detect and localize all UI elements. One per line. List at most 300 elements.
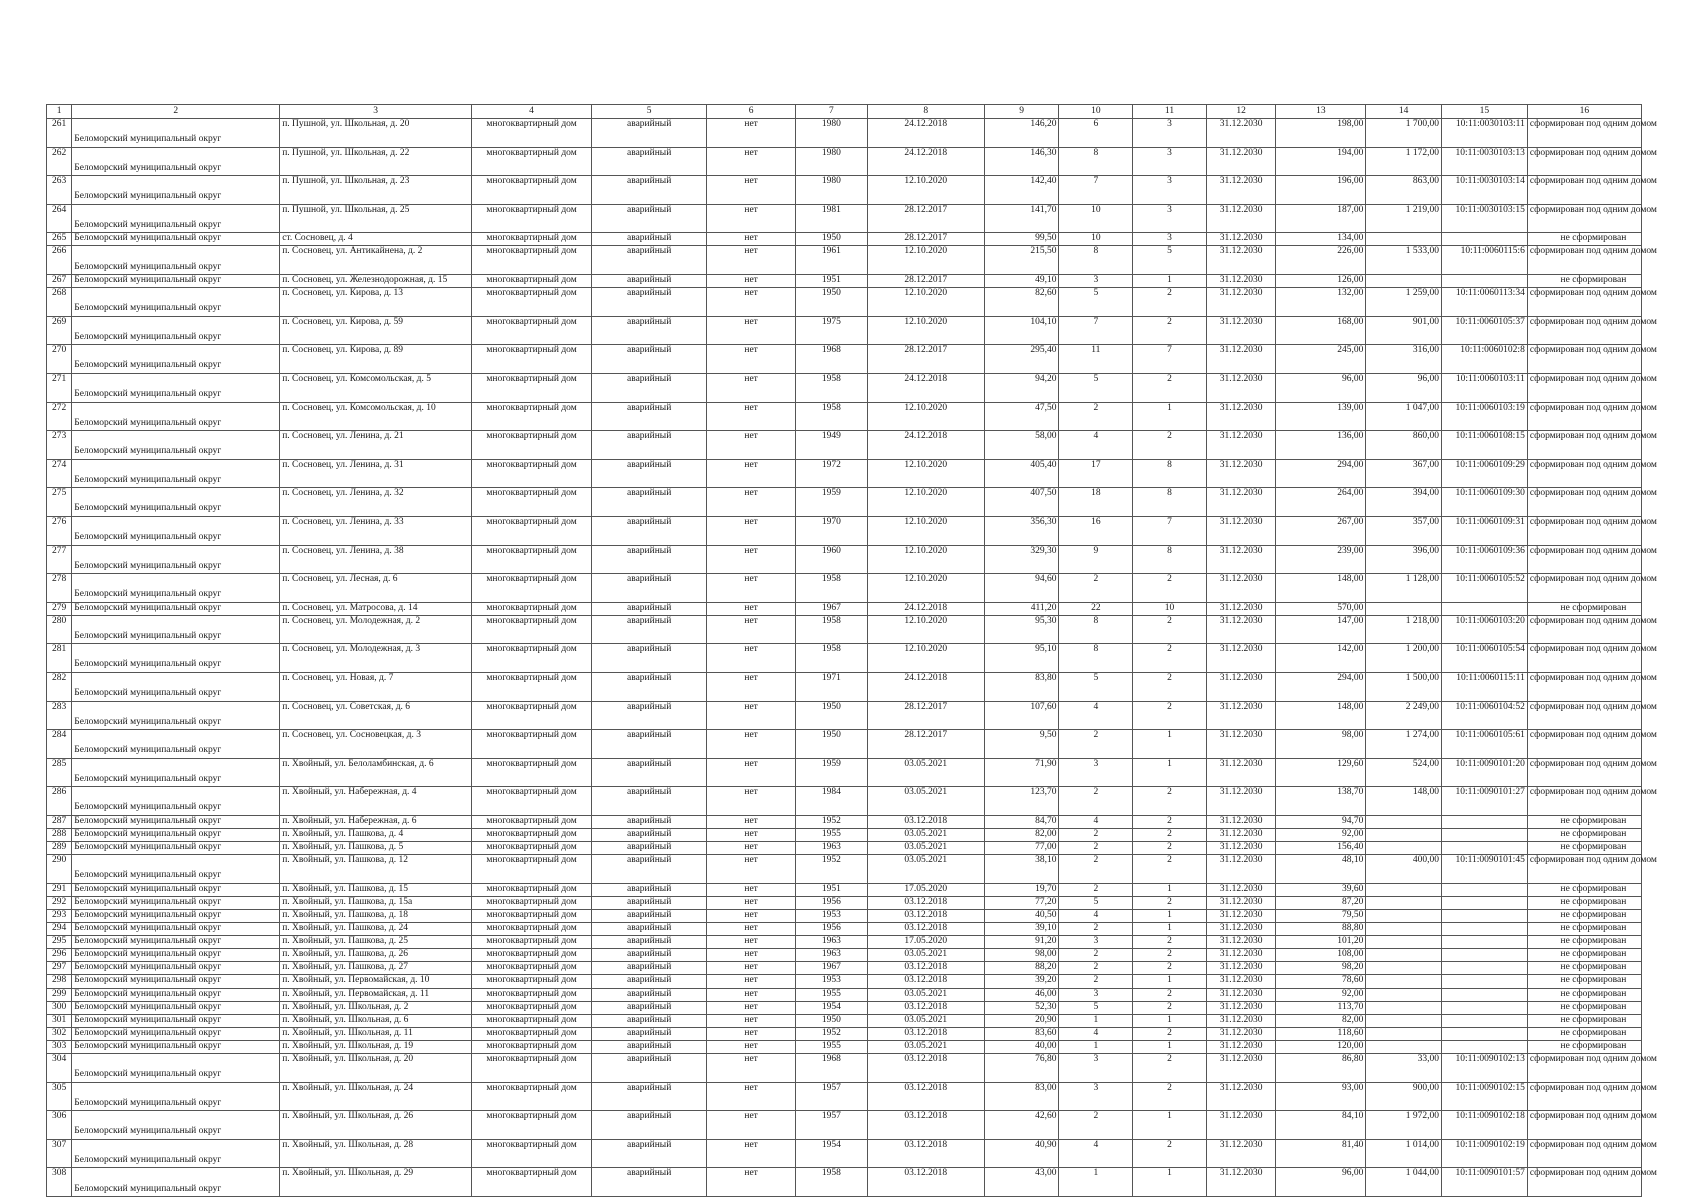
deadline-cell: 31.12.2030 bbox=[1206, 431, 1276, 460]
cadastral-number-cell bbox=[1442, 988, 1528, 1001]
condition-cell: аварийный bbox=[592, 730, 707, 759]
land-area-cell: 1 274,00 bbox=[1366, 730, 1442, 759]
house-type-cell: многоквартирный дом bbox=[471, 1040, 591, 1053]
area-cell: 9,50 bbox=[984, 730, 1059, 759]
residents-cell: 3 bbox=[1059, 936, 1133, 949]
area-cell: 76,80 bbox=[984, 1054, 1059, 1083]
address-cell: п. Сосновец, ул. Лесная, д. 6 bbox=[280, 574, 472, 603]
cadastral-number-cell: 10:11:0090101:45 bbox=[1442, 855, 1528, 884]
house-type-cell: многоквартирный дом bbox=[471, 1001, 591, 1014]
condition-cell: аварийный bbox=[592, 896, 707, 909]
col-6-cell: нет bbox=[707, 1139, 796, 1168]
residents-cell: 5 bbox=[1059, 373, 1133, 402]
col-13-cell: 81,40 bbox=[1276, 1139, 1366, 1168]
col-6-cell: нет bbox=[707, 883, 796, 896]
row-number: 307 bbox=[47, 1139, 72, 1168]
table-row bbox=[47, 975, 1642, 988]
residents-cell: 10 bbox=[1059, 233, 1133, 246]
col-13-cell: 139,00 bbox=[1276, 402, 1366, 431]
year-cell: 1970 bbox=[796, 516, 868, 545]
cadastral-number-cell: 10:11:0060103:11 bbox=[1442, 373, 1528, 402]
table-row bbox=[47, 1040, 1642, 1053]
cadastral-number-cell: 10:11:0060109:31 bbox=[1442, 516, 1528, 545]
year-cell: 1958 bbox=[796, 615, 868, 644]
row-number: 262 bbox=[47, 147, 72, 176]
table-row bbox=[47, 246, 1642, 275]
land-status-cell: не сформирован bbox=[1527, 883, 1641, 896]
apartments-cell: 3 bbox=[1133, 176, 1207, 205]
apartments-cell: 1 bbox=[1133, 883, 1207, 896]
land-area-cell: 96,00 bbox=[1366, 373, 1442, 402]
land-area-cell: 863,00 bbox=[1366, 176, 1442, 205]
date-cell: 03.05.2021 bbox=[867, 842, 984, 855]
residents-cell: 2 bbox=[1059, 962, 1133, 975]
house-type-cell: многоквартирный дом bbox=[471, 233, 591, 246]
year-cell: 1953 bbox=[796, 910, 868, 923]
row-number: 288 bbox=[47, 829, 72, 842]
date-cell: 12.10.2020 bbox=[867, 402, 984, 431]
house-type-cell: многоквартирный дом bbox=[471, 1054, 591, 1083]
land-area-cell: 1 128,00 bbox=[1366, 574, 1442, 603]
condition-cell: аварийный bbox=[592, 988, 707, 1001]
residents-cell: 1 bbox=[1059, 1014, 1133, 1027]
col-6-cell: нет bbox=[707, 288, 796, 317]
cadastral-number-cell: 10:11:0060105:61 bbox=[1442, 730, 1528, 759]
row-number: 305 bbox=[47, 1082, 72, 1111]
land-status-cell: сформирован под одним домом bbox=[1527, 787, 1641, 816]
area-cell: 38,10 bbox=[984, 855, 1059, 884]
municipality-cell: Беломорский муниципальный округ bbox=[72, 275, 280, 288]
apartments-cell: 2 bbox=[1133, 829, 1207, 842]
residents-cell: 4 bbox=[1059, 431, 1133, 460]
house-type-cell: многоквартирный дом bbox=[471, 615, 591, 644]
table-row bbox=[47, 855, 1642, 884]
address-cell: п. Хвойный, ул. Пашкова, д. 12 bbox=[280, 855, 472, 884]
table-row bbox=[47, 345, 1642, 374]
land-area-cell: 396,00 bbox=[1366, 545, 1442, 574]
deadline-cell: 31.12.2030 bbox=[1206, 730, 1276, 759]
municipality-cell: Беломорский муниципальный округ bbox=[72, 545, 280, 574]
apartments-cell: 1 bbox=[1133, 1014, 1207, 1027]
house-type-cell: многоквартирный дом bbox=[471, 119, 591, 148]
row-number: 295 bbox=[47, 936, 72, 949]
municipality-cell: Беломорский муниципальный округ bbox=[72, 488, 280, 517]
deadline-cell: 31.12.2030 bbox=[1206, 815, 1276, 828]
municipality-cell: Беломорский муниципальный округ bbox=[72, 855, 280, 884]
municipality-cell: Беломорский муниципальный округ bbox=[72, 758, 280, 787]
cadastral-number-cell bbox=[1442, 842, 1528, 855]
year-cell: 1959 bbox=[796, 488, 868, 517]
area-cell: 77,20 bbox=[984, 896, 1059, 909]
address-cell: п. Хвойный, ул. Школьная, д. 28 bbox=[280, 1139, 472, 1168]
land-area-cell bbox=[1366, 842, 1442, 855]
date-cell: 03.12.2018 bbox=[867, 815, 984, 828]
residents-cell: 2 bbox=[1059, 829, 1133, 842]
col-13-cell: 239,00 bbox=[1276, 545, 1366, 574]
table-row bbox=[47, 488, 1642, 517]
land-status-cell: сформирован под одним домом bbox=[1527, 615, 1641, 644]
col-6-cell: нет bbox=[707, 204, 796, 233]
residents-cell: 8 bbox=[1059, 246, 1133, 275]
table-row bbox=[47, 176, 1642, 205]
municipality-cell: Беломорский муниципальный округ bbox=[72, 910, 280, 923]
date-cell: 28.12.2017 bbox=[867, 345, 984, 374]
land-status-cell: не сформирован bbox=[1527, 233, 1641, 246]
residents-cell: 3 bbox=[1059, 1054, 1133, 1083]
col-13-cell: 98,00 bbox=[1276, 730, 1366, 759]
condition-cell: аварийный bbox=[592, 829, 707, 842]
col-6-cell: нет bbox=[707, 602, 796, 615]
residents-cell: 5 bbox=[1059, 896, 1133, 909]
col-6-cell: нет bbox=[707, 936, 796, 949]
municipality-cell: Беломорский муниципальный округ bbox=[72, 672, 280, 701]
col-6-cell: нет bbox=[707, 701, 796, 730]
residents-cell: 2 bbox=[1059, 574, 1133, 603]
condition-cell: аварийный bbox=[592, 1014, 707, 1027]
table-row bbox=[47, 787, 1642, 816]
date-cell: 03.12.2018 bbox=[867, 910, 984, 923]
residents-cell: 2 bbox=[1059, 949, 1133, 962]
residents-cell: 17 bbox=[1059, 459, 1133, 488]
deadline-cell: 31.12.2030 bbox=[1206, 345, 1276, 374]
area-cell: 405,40 bbox=[984, 459, 1059, 488]
table-row bbox=[47, 615, 1642, 644]
land-area-cell bbox=[1366, 602, 1442, 615]
house-type-cell: многоквартирный дом bbox=[471, 949, 591, 962]
address-cell: п. Сосновец, ул. Молодежная, д. 2 bbox=[280, 615, 472, 644]
land-status-cell: сформирован под одним домом bbox=[1527, 402, 1641, 431]
col-13-cell: 96,00 bbox=[1276, 1168, 1366, 1197]
land-status-cell: сформирован под одним домом bbox=[1527, 119, 1641, 148]
year-cell: 1949 bbox=[796, 431, 868, 460]
table-row bbox=[47, 758, 1642, 787]
apartments-cell: 2 bbox=[1133, 644, 1207, 673]
deadline-cell: 31.12.2030 bbox=[1206, 147, 1276, 176]
col-6-cell: нет bbox=[707, 316, 796, 345]
col-13-cell: 294,00 bbox=[1276, 672, 1366, 701]
col-13-cell: 194,00 bbox=[1276, 147, 1366, 176]
address-cell: п. Сосновец, ул. Советская, д. 6 bbox=[280, 701, 472, 730]
col-6-cell: нет bbox=[707, 488, 796, 517]
year-cell: 1957 bbox=[796, 1082, 868, 1111]
residents-cell: 1 bbox=[1059, 1040, 1133, 1053]
row-number: 279 bbox=[47, 602, 72, 615]
col-13-cell: 92,00 bbox=[1276, 988, 1366, 1001]
land-area-cell: 860,00 bbox=[1366, 431, 1442, 460]
cadastral-number-cell: 10:11:0030103:15 bbox=[1442, 204, 1528, 233]
row-number: 280 bbox=[47, 615, 72, 644]
residents-cell: 2 bbox=[1059, 730, 1133, 759]
area-cell: 107,60 bbox=[984, 701, 1059, 730]
col-6-cell: нет bbox=[707, 373, 796, 402]
col-13-cell: 267,00 bbox=[1276, 516, 1366, 545]
date-cell: 03.12.2018 bbox=[867, 923, 984, 936]
col-6-cell: нет bbox=[707, 1001, 796, 1014]
table-row bbox=[47, 949, 1642, 962]
year-cell: 1952 bbox=[796, 855, 868, 884]
municipality-cell: Беломорский муниципальный округ bbox=[72, 1168, 280, 1197]
row-number: 306 bbox=[47, 1111, 72, 1140]
house-type-cell: многоквартирный дом bbox=[471, 516, 591, 545]
area-cell: 215,50 bbox=[984, 246, 1059, 275]
deadline-cell: 31.12.2030 bbox=[1206, 373, 1276, 402]
condition-cell: аварийный bbox=[592, 602, 707, 615]
condition-cell: аварийный bbox=[592, 545, 707, 574]
col-6-cell: нет bbox=[707, 402, 796, 431]
date-cell: 12.10.2020 bbox=[867, 246, 984, 275]
table-row bbox=[47, 910, 1642, 923]
condition-cell: аварийный bbox=[592, 1001, 707, 1014]
address-cell: п. Сосновец, ул. Ленина, д. 21 bbox=[280, 431, 472, 460]
area-cell: 141,70 bbox=[984, 204, 1059, 233]
cadastral-number-cell: 10:11:0060103:20 bbox=[1442, 615, 1528, 644]
condition-cell: аварийный bbox=[592, 975, 707, 988]
land-area-cell bbox=[1366, 1040, 1442, 1053]
municipality-cell: Беломорский муниципальный округ bbox=[72, 1014, 280, 1027]
condition-cell: аварийный bbox=[592, 644, 707, 673]
condition-cell: аварийный bbox=[592, 962, 707, 975]
apartments-cell: 2 bbox=[1133, 1027, 1207, 1040]
land-area-cell: 1 972,00 bbox=[1366, 1111, 1442, 1140]
address-cell: п. Хвойный, ул. Пашкова, д. 26 bbox=[280, 949, 472, 962]
cadastral-number-cell bbox=[1442, 962, 1528, 975]
year-cell: 1980 bbox=[796, 119, 868, 148]
municipality-cell: Беломорский муниципальный округ bbox=[72, 1054, 280, 1083]
address-cell: п. Хвойный, ул. Школьная, д. 20 bbox=[280, 1054, 472, 1083]
residents-cell: 3 bbox=[1059, 988, 1133, 1001]
land-status-cell: сформирован под одним домом bbox=[1527, 758, 1641, 787]
col-6-cell: нет bbox=[707, 672, 796, 701]
area-cell: 329,30 bbox=[984, 545, 1059, 574]
cadastral-number-cell bbox=[1442, 923, 1528, 936]
date-cell: 17.05.2020 bbox=[867, 936, 984, 949]
table-row bbox=[47, 288, 1642, 317]
residents-cell: 18 bbox=[1059, 488, 1133, 517]
col-6-cell: нет bbox=[707, 923, 796, 936]
year-cell: 1955 bbox=[796, 1040, 868, 1053]
table-row bbox=[47, 402, 1642, 431]
table-row bbox=[47, 459, 1642, 488]
area-cell: 46,00 bbox=[984, 988, 1059, 1001]
address-cell: п. Сосновец, ул. Молодежная, д. 3 bbox=[280, 644, 472, 673]
deadline-cell: 31.12.2030 bbox=[1206, 962, 1276, 975]
land-status-cell: сформирован под одним домом bbox=[1527, 459, 1641, 488]
table-row bbox=[47, 701, 1642, 730]
deadline-cell: 31.12.2030 bbox=[1206, 1001, 1276, 1014]
municipality-cell: Беломорский муниципальный округ bbox=[72, 883, 280, 896]
date-cell: 03.12.2018 bbox=[867, 1111, 984, 1140]
table-row bbox=[47, 1168, 1642, 1197]
year-cell: 1950 bbox=[796, 288, 868, 317]
house-type-cell: многоквартирный дом bbox=[471, 975, 591, 988]
date-cell: 12.10.2020 bbox=[867, 176, 984, 205]
column-header: 16 bbox=[1527, 105, 1641, 119]
col-6-cell: нет bbox=[707, 574, 796, 603]
land-area-cell bbox=[1366, 936, 1442, 949]
column-header: 6 bbox=[707, 105, 796, 119]
row-number: 264 bbox=[47, 204, 72, 233]
row-number: 267 bbox=[47, 275, 72, 288]
house-type-cell: многоквартирный дом bbox=[471, 275, 591, 288]
apartments-cell: 2 bbox=[1133, 373, 1207, 402]
row-number: 285 bbox=[47, 758, 72, 787]
land-area-cell: 901,00 bbox=[1366, 316, 1442, 345]
cadastral-number-cell: 10:11:0090101:27 bbox=[1442, 787, 1528, 816]
col-6-cell: нет bbox=[707, 842, 796, 855]
deadline-cell: 31.12.2030 bbox=[1206, 1027, 1276, 1040]
land-status-cell: не сформирован bbox=[1527, 602, 1641, 615]
deadline-cell: 31.12.2030 bbox=[1206, 1014, 1276, 1027]
land-status-cell: сформирован под одним домом bbox=[1527, 316, 1641, 345]
table-row bbox=[47, 988, 1642, 1001]
condition-cell: аварийный bbox=[592, 815, 707, 828]
table-row bbox=[47, 516, 1642, 545]
col-13-cell: 126,00 bbox=[1276, 275, 1366, 288]
column-header: 5 bbox=[592, 105, 707, 119]
apartments-cell: 8 bbox=[1133, 545, 1207, 574]
land-status-cell: сформирован под одним домом bbox=[1527, 644, 1641, 673]
year-cell: 1967 bbox=[796, 962, 868, 975]
table-row bbox=[47, 147, 1642, 176]
deadline-cell: 31.12.2030 bbox=[1206, 975, 1276, 988]
table-row bbox=[47, 204, 1642, 233]
residents-cell: 8 bbox=[1059, 644, 1133, 673]
row-number: 278 bbox=[47, 574, 72, 603]
deadline-cell: 31.12.2030 bbox=[1206, 701, 1276, 730]
house-type-cell: многоквартирный дом bbox=[471, 288, 591, 317]
deadline-cell: 31.12.2030 bbox=[1206, 910, 1276, 923]
municipality-cell: Беломорский муниципальный округ bbox=[72, 815, 280, 828]
year-cell: 1958 bbox=[796, 644, 868, 673]
row-number: 274 bbox=[47, 459, 72, 488]
col-6-cell: нет bbox=[707, 147, 796, 176]
cadastral-number-cell: 10:11:0090101:57 bbox=[1442, 1168, 1528, 1197]
col-13-cell: 264,00 bbox=[1276, 488, 1366, 517]
residents-cell: 16 bbox=[1059, 516, 1133, 545]
housing-register-table bbox=[46, 104, 1657, 1197]
house-type-cell: многоквартирный дом bbox=[471, 962, 591, 975]
cadastral-number-cell bbox=[1442, 1027, 1528, 1040]
cadastral-number-cell: 10:11:0060103:19 bbox=[1442, 402, 1528, 431]
cadastral-number-cell: 10:11:0060115:11 bbox=[1442, 672, 1528, 701]
row-number: 302 bbox=[47, 1027, 72, 1040]
date-cell: 12.10.2020 bbox=[867, 574, 984, 603]
cadastral-number-cell: 10:11:0090101:20 bbox=[1442, 758, 1528, 787]
area-cell: 83,00 bbox=[984, 1082, 1059, 1111]
address-cell: п. Хвойный, ул. Школьная, д. 2 bbox=[280, 1001, 472, 1014]
house-type-cell: многоквартирный дом bbox=[471, 1014, 591, 1027]
deadline-cell: 31.12.2030 bbox=[1206, 672, 1276, 701]
row-number: 301 bbox=[47, 1014, 72, 1027]
house-type-cell: многоквартирный дом bbox=[471, 431, 591, 460]
col-13-cell: 98,20 bbox=[1276, 962, 1366, 975]
col-6-cell: нет bbox=[707, 615, 796, 644]
cadastral-number-cell bbox=[1442, 936, 1528, 949]
address-cell: п. Хвойный, ул. Белоламбинская, д. 6 bbox=[280, 758, 472, 787]
area-cell: 83,80 bbox=[984, 672, 1059, 701]
land-status-cell: сформирован под одним домом bbox=[1527, 701, 1641, 730]
row-number: 304 bbox=[47, 1054, 72, 1083]
land-area-cell bbox=[1366, 883, 1442, 896]
address-cell: п. Сосновец, ул. Комсомольская, д. 10 bbox=[280, 402, 472, 431]
col-6-cell: нет bbox=[707, 1111, 796, 1140]
house-type-cell: многоквартирный дом bbox=[471, 730, 591, 759]
row-number: 261 bbox=[47, 119, 72, 148]
apartments-cell: 8 bbox=[1133, 488, 1207, 517]
deadline-cell: 31.12.2030 bbox=[1206, 233, 1276, 246]
deadline-cell: 31.12.2030 bbox=[1206, 516, 1276, 545]
condition-cell: аварийный bbox=[592, 431, 707, 460]
land-area-cell bbox=[1366, 962, 1442, 975]
year-cell: 1959 bbox=[796, 758, 868, 787]
deadline-cell: 31.12.2030 bbox=[1206, 459, 1276, 488]
land-area-cell bbox=[1366, 815, 1442, 828]
col-6-cell: нет bbox=[707, 1040, 796, 1053]
residents-cell: 2 bbox=[1059, 883, 1133, 896]
house-type-cell: многоквартирный дом bbox=[471, 459, 591, 488]
area-cell: 40,00 bbox=[984, 1040, 1059, 1053]
residents-cell: 2 bbox=[1059, 402, 1133, 431]
apartments-cell: 3 bbox=[1133, 147, 1207, 176]
date-cell: 03.05.2021 bbox=[867, 829, 984, 842]
row-number: 294 bbox=[47, 923, 72, 936]
col-6-cell: нет bbox=[707, 988, 796, 1001]
date-cell: 12.10.2020 bbox=[867, 459, 984, 488]
condition-cell: аварийный bbox=[592, 459, 707, 488]
year-cell: 1971 bbox=[796, 672, 868, 701]
col-13-cell: 168,00 bbox=[1276, 316, 1366, 345]
row-number: 289 bbox=[47, 842, 72, 855]
residents-cell: 4 bbox=[1059, 815, 1133, 828]
land-status-cell: не сформирован bbox=[1527, 1014, 1641, 1027]
condition-cell: аварийный bbox=[592, 345, 707, 374]
date-cell: 24.12.2018 bbox=[867, 119, 984, 148]
deadline-cell: 31.12.2030 bbox=[1206, 758, 1276, 787]
house-type-cell: многоквартирный дом bbox=[471, 644, 591, 673]
row-number: 308 bbox=[47, 1168, 72, 1197]
condition-cell: аварийный bbox=[592, 1054, 707, 1083]
table-row bbox=[47, 1001, 1642, 1014]
column-header: 8 bbox=[867, 105, 984, 119]
row-number: 291 bbox=[47, 883, 72, 896]
address-cell: п. Хвойный, ул. Школьная, д. 24 bbox=[280, 1082, 472, 1111]
col-6-cell: нет bbox=[707, 962, 796, 975]
residents-cell: 6 bbox=[1059, 119, 1133, 148]
condition-cell: аварийный bbox=[592, 233, 707, 246]
cadastral-number-cell bbox=[1442, 815, 1528, 828]
cadastral-number-cell bbox=[1442, 975, 1528, 988]
apartments-cell: 1 bbox=[1133, 730, 1207, 759]
col-13-cell: 82,00 bbox=[1276, 1014, 1366, 1027]
house-type-cell: многоквартирный дом bbox=[471, 246, 591, 275]
column-number-row bbox=[47, 105, 1642, 119]
cadastral-number-cell: 10:11:0060104:52 bbox=[1442, 701, 1528, 730]
year-cell: 1960 bbox=[796, 545, 868, 574]
residents-cell: 5 bbox=[1059, 1001, 1133, 1014]
apartments-cell: 1 bbox=[1133, 1168, 1207, 1197]
municipality-cell: Беломорский муниципальный округ bbox=[72, 516, 280, 545]
land-area-cell: 33,00 bbox=[1366, 1054, 1442, 1083]
deadline-cell: 31.12.2030 bbox=[1206, 855, 1276, 884]
area-cell: 19,70 bbox=[984, 883, 1059, 896]
apartments-cell: 2 bbox=[1133, 1082, 1207, 1111]
land-status-cell: сформирован под одним домом bbox=[1527, 1168, 1641, 1197]
municipality-cell: Беломорский муниципальный округ bbox=[72, 975, 280, 988]
cadastral-number-cell bbox=[1442, 883, 1528, 896]
area-cell: 58,00 bbox=[984, 431, 1059, 460]
house-type-cell: многоквартирный дом bbox=[471, 1111, 591, 1140]
land-status-cell: сформирован под одним домом bbox=[1527, 488, 1641, 517]
